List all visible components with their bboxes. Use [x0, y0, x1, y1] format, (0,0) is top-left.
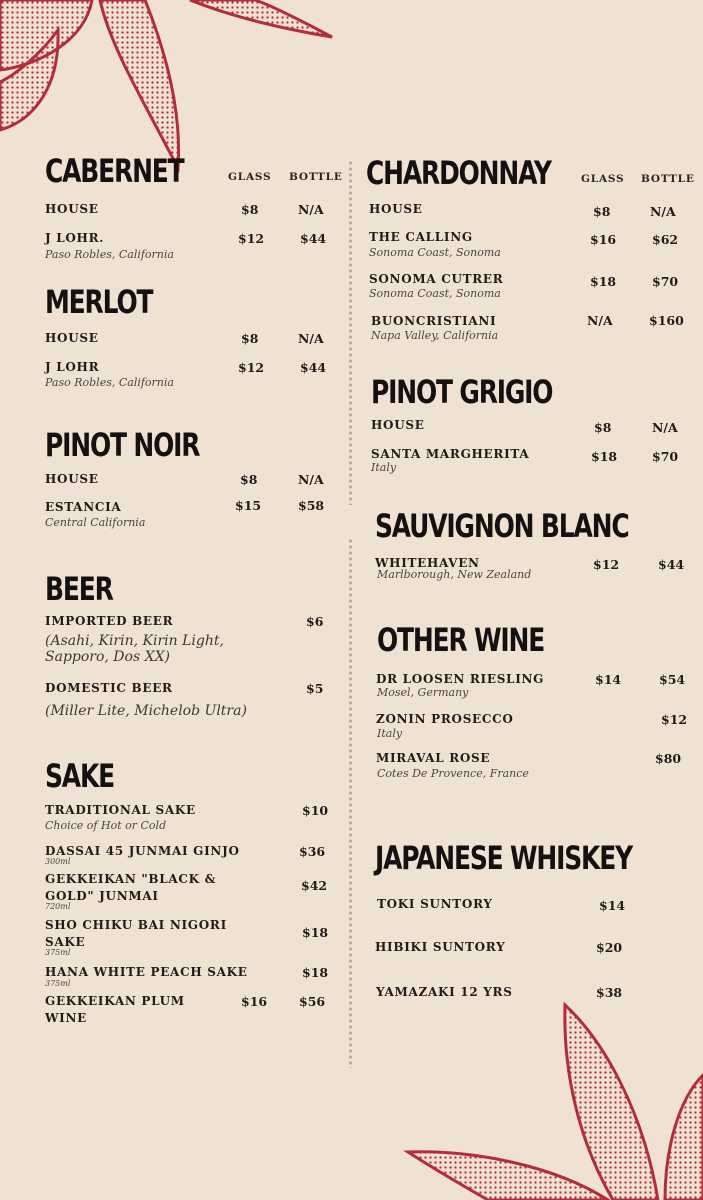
- item-price: $38: [596, 985, 623, 1000]
- item-bottle-price: $80: [655, 751, 682, 766]
- item-description: Choice of Hot or Cold: [45, 819, 167, 832]
- item-bottle-price: N/A: [298, 472, 324, 487]
- item-name: HOUSE: [45, 202, 99, 216]
- leaf-decoration-bottom-right: [403, 1000, 703, 1200]
- item-price: $5: [306, 681, 324, 696]
- item-name-line-2: GOLD" JUNMAI: [45, 889, 159, 903]
- item-name: IMPORTED BEER: [45, 614, 174, 628]
- item-price: $42: [301, 878, 328, 893]
- item-glass-price: $16: [590, 232, 617, 247]
- section-title-cabernet: CABERNET: [45, 152, 184, 190]
- item-glass-price: $8: [241, 331, 259, 346]
- item-glass-price: $8: [593, 204, 611, 219]
- item-glass-price: $14: [595, 672, 622, 687]
- item-origin: Cotes De Provence, France: [377, 767, 529, 780]
- section-title-merlot: MERLOT: [45, 283, 153, 321]
- item-name: HIBIKI SUNTORY: [375, 940, 506, 954]
- section-title-other-wine: OTHER WINE: [377, 621, 545, 659]
- item-price: $14: [599, 898, 626, 913]
- item-name: HOUSE: [371, 418, 425, 432]
- item-bottle-price: $44: [300, 360, 327, 375]
- item-name: TRADITIONAL SAKE: [45, 803, 196, 817]
- item-bottle-price: $12: [661, 712, 688, 727]
- item-bottle-price: $56: [299, 994, 326, 1009]
- section-title-pinot-grigio: PINOT GRIGIO: [371, 373, 553, 411]
- item-bottle-price: N/A: [298, 331, 324, 346]
- leaf-decoration-top-left: [0, 0, 340, 175]
- bottle-header: BOTTLE: [289, 171, 343, 183]
- glass-header: GLASS: [581, 173, 625, 185]
- item-bottle-price: $70: [652, 449, 679, 464]
- column-divider: [348, 538, 353, 1068]
- item-size: 720ml: [45, 902, 71, 911]
- section-title-japanese-whiskey: JAPANESE WHISKEY: [375, 839, 633, 877]
- item-price: $10: [302, 803, 329, 818]
- item-origin: Paso Robles, California: [45, 248, 174, 261]
- item-bottle-price: $62: [652, 232, 679, 247]
- item-name: THE CALLING: [369, 230, 473, 244]
- item-glass-price: N/A: [587, 313, 613, 328]
- item-origin: Sonoma Coast, Sonoma: [369, 246, 501, 259]
- item-glass-price: $18: [590, 274, 617, 289]
- column-divider: [348, 160, 353, 505]
- item-price: $18: [302, 965, 329, 980]
- section-title-sauvignon-blanc: SAUVIGNON BLANC: [375, 507, 629, 545]
- item-name: ZONIN PROSECCO: [376, 712, 514, 726]
- item-name: TOKI SUNTORY: [377, 897, 493, 911]
- item-bottle-price: $160: [649, 313, 684, 328]
- item-bottle-price: $58: [298, 498, 325, 513]
- item-size: 375ml: [45, 979, 71, 988]
- item-name: DR LOOSEN RIESLING: [376, 672, 545, 686]
- item-name: SANTA MARGHERITA: [371, 447, 530, 461]
- item-name-line-1: SHO CHIKU BAI NIGORI: [45, 918, 227, 932]
- item-bottle-price: N/A: [650, 204, 676, 219]
- glass-header: GLASS: [228, 171, 272, 183]
- item-glass-price: $18: [591, 449, 618, 464]
- item-origin: Marlborough, New Zealand: [377, 568, 532, 581]
- item-name: WHITEHAVEN: [375, 556, 480, 570]
- bottle-header: BOTTLE: [641, 173, 695, 185]
- item-name: HOUSE: [45, 472, 99, 486]
- item-origin: Sonoma Coast, Sonoma: [369, 287, 501, 300]
- item-bottle-price: $44: [658, 557, 685, 572]
- item-origin: Napa Valley, California: [371, 329, 499, 342]
- item-size: 300ml: [45, 857, 71, 866]
- item-origin: Italy: [371, 461, 397, 474]
- item-price: $18: [302, 925, 329, 940]
- item-bottle-price: $70: [652, 274, 679, 289]
- item-name: J LOHR.: [45, 231, 105, 245]
- item-name: MIRAVAL ROSE: [376, 751, 491, 765]
- item-bottle-price: N/A: [652, 420, 678, 435]
- item-origin: Mosel, Germany: [377, 686, 469, 699]
- item-size: 375ml: [45, 948, 71, 957]
- item-name: DASSAI 45 JUNMAI GINJO: [45, 844, 240, 858]
- item-origin: Italy: [377, 727, 403, 740]
- item-description: (Miller Lite, Michelob Ultra): [45, 703, 247, 719]
- item-price: $36: [299, 844, 326, 859]
- item-price: $6: [306, 614, 324, 629]
- item-bottle-price: N/A: [298, 202, 324, 217]
- item-bottle-price: $44: [300, 231, 327, 246]
- section-title-sake: SAKE: [45, 757, 115, 795]
- item-name: HANA WHITE PEACH SAKE: [45, 965, 248, 979]
- item-name-line-1: GEKKEIKAN PLUM: [45, 994, 185, 1008]
- item-name: HOUSE: [45, 331, 99, 345]
- item-name: J LOHR: [45, 360, 100, 374]
- section-title-chardonnay: CHARDONNAY: [366, 154, 551, 192]
- item-origin: Central California: [45, 516, 146, 529]
- item-price: $20: [596, 940, 623, 955]
- item-glass-price: $8: [594, 420, 612, 435]
- item-name: YAMAZAKI 12 YRS: [376, 985, 513, 999]
- item-name: BUONCRISTIANI: [371, 314, 497, 328]
- item-bottle-price: $54: [659, 672, 686, 687]
- item-description: (Asahi, Kirin, Kirin Light, Sapporo, Dos XX): [45, 633, 224, 665]
- item-name: ESTANCIA: [45, 500, 122, 514]
- item-name-line-2: SAKE: [45, 935, 86, 949]
- item-glass-price: $8: [240, 472, 258, 487]
- item-glass-price: $12: [238, 360, 265, 375]
- item-origin: Paso Robles, California: [45, 376, 174, 389]
- item-name-line-2: WINE: [45, 1011, 88, 1025]
- item-name-line-1: GEKKEIKAN "BLACK &: [45, 872, 217, 886]
- item-glass-price: $16: [241, 994, 268, 1009]
- item-name: SONOMA CUTRER: [369, 272, 504, 286]
- section-title-pinot-noir: PINOT NOIR: [45, 426, 200, 464]
- item-name: DOMESTIC BEER: [45, 681, 173, 695]
- item-glass-price: $15: [235, 498, 262, 513]
- item-glass-price: $12: [238, 231, 265, 246]
- item-glass-price: $12: [593, 557, 620, 572]
- item-glass-price: $8: [241, 202, 259, 217]
- item-name: HOUSE: [369, 202, 423, 216]
- section-title-beer: BEER: [45, 570, 113, 608]
